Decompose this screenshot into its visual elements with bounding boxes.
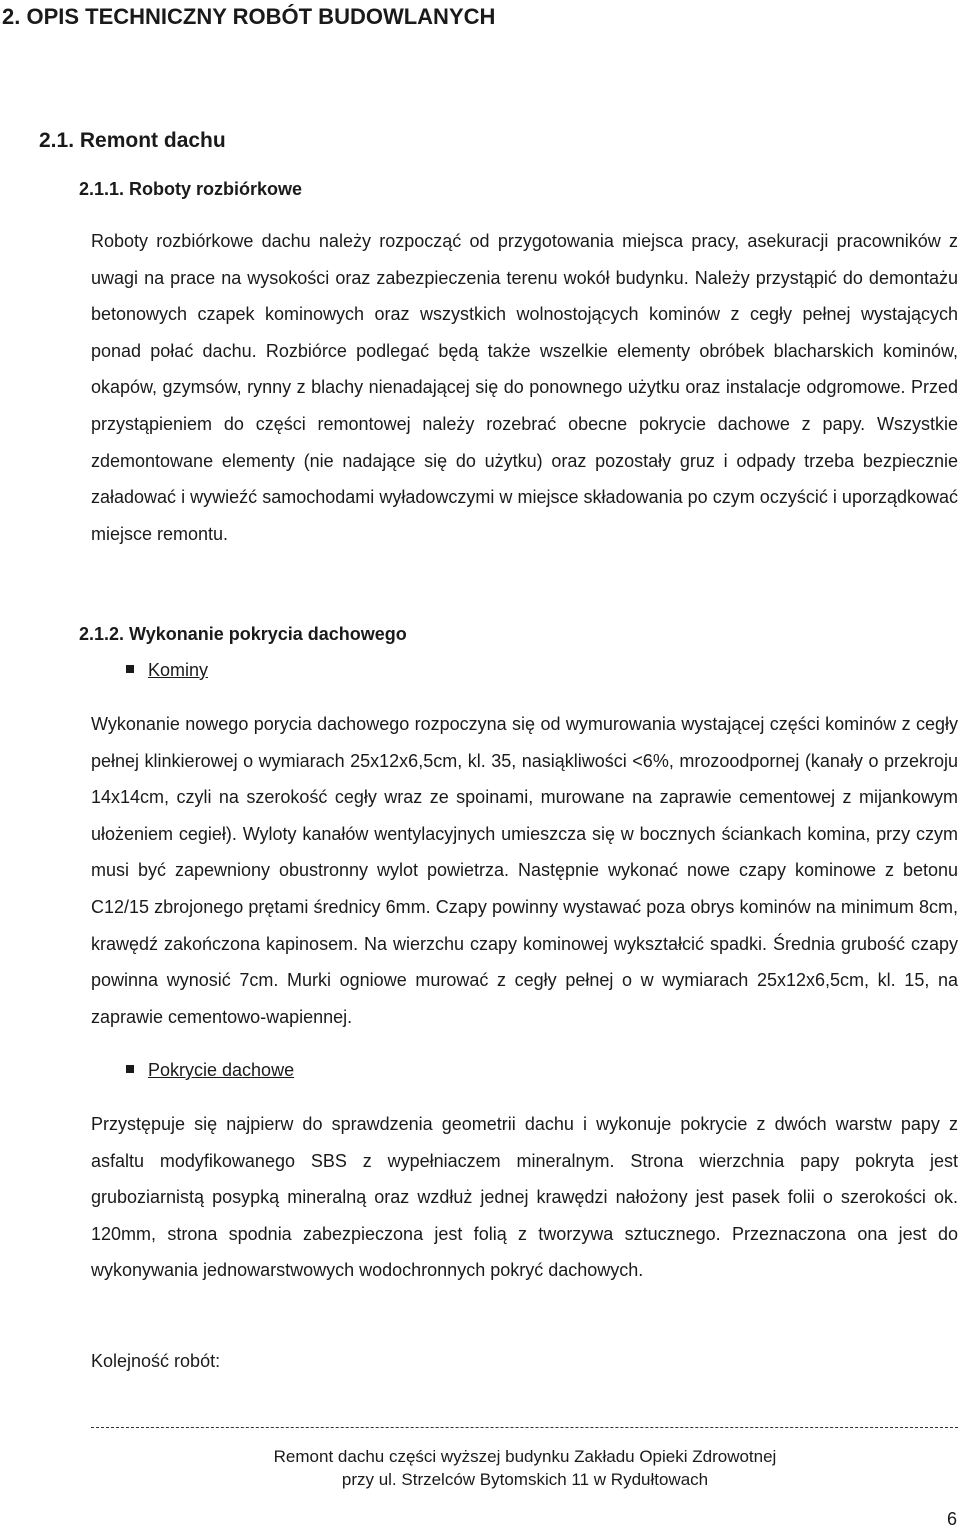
bullet-roof-covering [126,1057,294,1083]
footer-line-2: przy ul. Strzelców Bytomskich 11 w Rydułtowach [341,1470,709,1489]
bullet-roof-covering-label: Pokrycie dachowe [148,1060,295,1080]
demolition-paragraph: Roboty rozbiórkowe dachu należy rozpocząć od przygotowania miejsca pracy, asekuracji pracowników z uwagi na prace na wysokości oraz zabezpieczenia terenu wokół budynku. Należy przystąpić do demontażu betonowych czapek kominowych oraz wszystkich wolnostojących kominów z cegły pełnej wystających ponad połać dachu. Rozbiórce podlegać będą także wszelkie elementy obróbek blacharskich kominów, okapów, gzymsów, rynny z blachy nienadającej się do ponownego użytku oraz instalacje odgromowe. Przed przystąpieniem do części remontowej należy rozebrać obecne pokrycie dachowe z papy. Wszystkie zdemontowane elementy (nie nadające się do użytku) oraz pozostały gruz i odpady trzeba bezpiecznie załadować i wywieźć samochodami wyładowczymi w miejsce składowania po czym oczyścić i uporządkować miejsce remontu. [91,231,958,544]
chimneys-paragraph: Wykonanie nowego porycia dachowego rozpoczyna się od wymurowania wystającej części kominów z cegły pełnej klinkierowej o wymiarach 25x12x6,5cm, kl. 35, nasiąkliwości <6%, mrozoodpornej (kanały o przekroju 14x14cm, czyli na szerokość cegły wraz ze spoinami, murowane na zaprawie cementowej z mijankowym ułożeniem cegieł). Wyloty kanałów wentylacyjnych umieszcza się w bocznych ściankach komina, przy czym musi być zapewniony obustronny wylot powietrza. Następnie wykonać nowe czapy kominowe z betonu C12/15 zbrojonego prętami średnicy 6mm. Czapy powinny wystawać poza obrys kominów na minimum 8cm, krawędź zakończona kapinosem. Na wierzchu czapy kominowej wykształcić spadki. Średnia grubość czapy powinna wynosić 7cm. Murki ogniowe murować z cegły pełnej o w wymiarach 25x12x6,5cm, kl. 15, na zaprawie cementowo-wapiennej. [91,714,958,1027]
subsection-heading-demolition: 2.1.1. Roboty rozbiórkowe [79,179,303,199]
square-bullet-icon [126,665,134,673]
bullet-chimneys [126,657,208,683]
document-title: 2. OPIS TECHNICZNY ROBÓT BUDOWLANYCH [2,4,496,29]
bullet-chimneys-label: Kominy [148,660,209,680]
footer-line-1: Remont dachu części wyższej budynku Zakładu Opieki Zdrowotnej [273,1447,777,1466]
work-order-label: Kolejność robót: [91,1351,221,1371]
roof-covering-paragraph: Przystępuje się najpierw do sprawdzenia geometrii dachu i wykonuje pokrycie z dwóch warstw papy z asfaltu modyfikowanego SBS z wypełniaczem mineralnym. Strona wierzchnia papy pokryta jest gruboziarnistą posypką mineralną oraz wzdłuż jednej krawędzi nałożony jest pasek folii o szerokości ok. 120mm, strona spodnia zabezpieczona jest folią z tworzywa sztucznego. Przeznaczona ona jest do wykonywania jednowarstwowych wodochronnych pokryć dachowych. [91,1114,958,1281]
page-number: 6 [946,1509,957,1529]
subsection-heading-roofing: 2.1.2. Wykonanie pokrycia dachowego [79,624,407,644]
footer-divider [91,1427,958,1428]
section-heading: 2.1. Remont dachu [39,129,226,152]
square-bullet-icon [126,1065,134,1073]
